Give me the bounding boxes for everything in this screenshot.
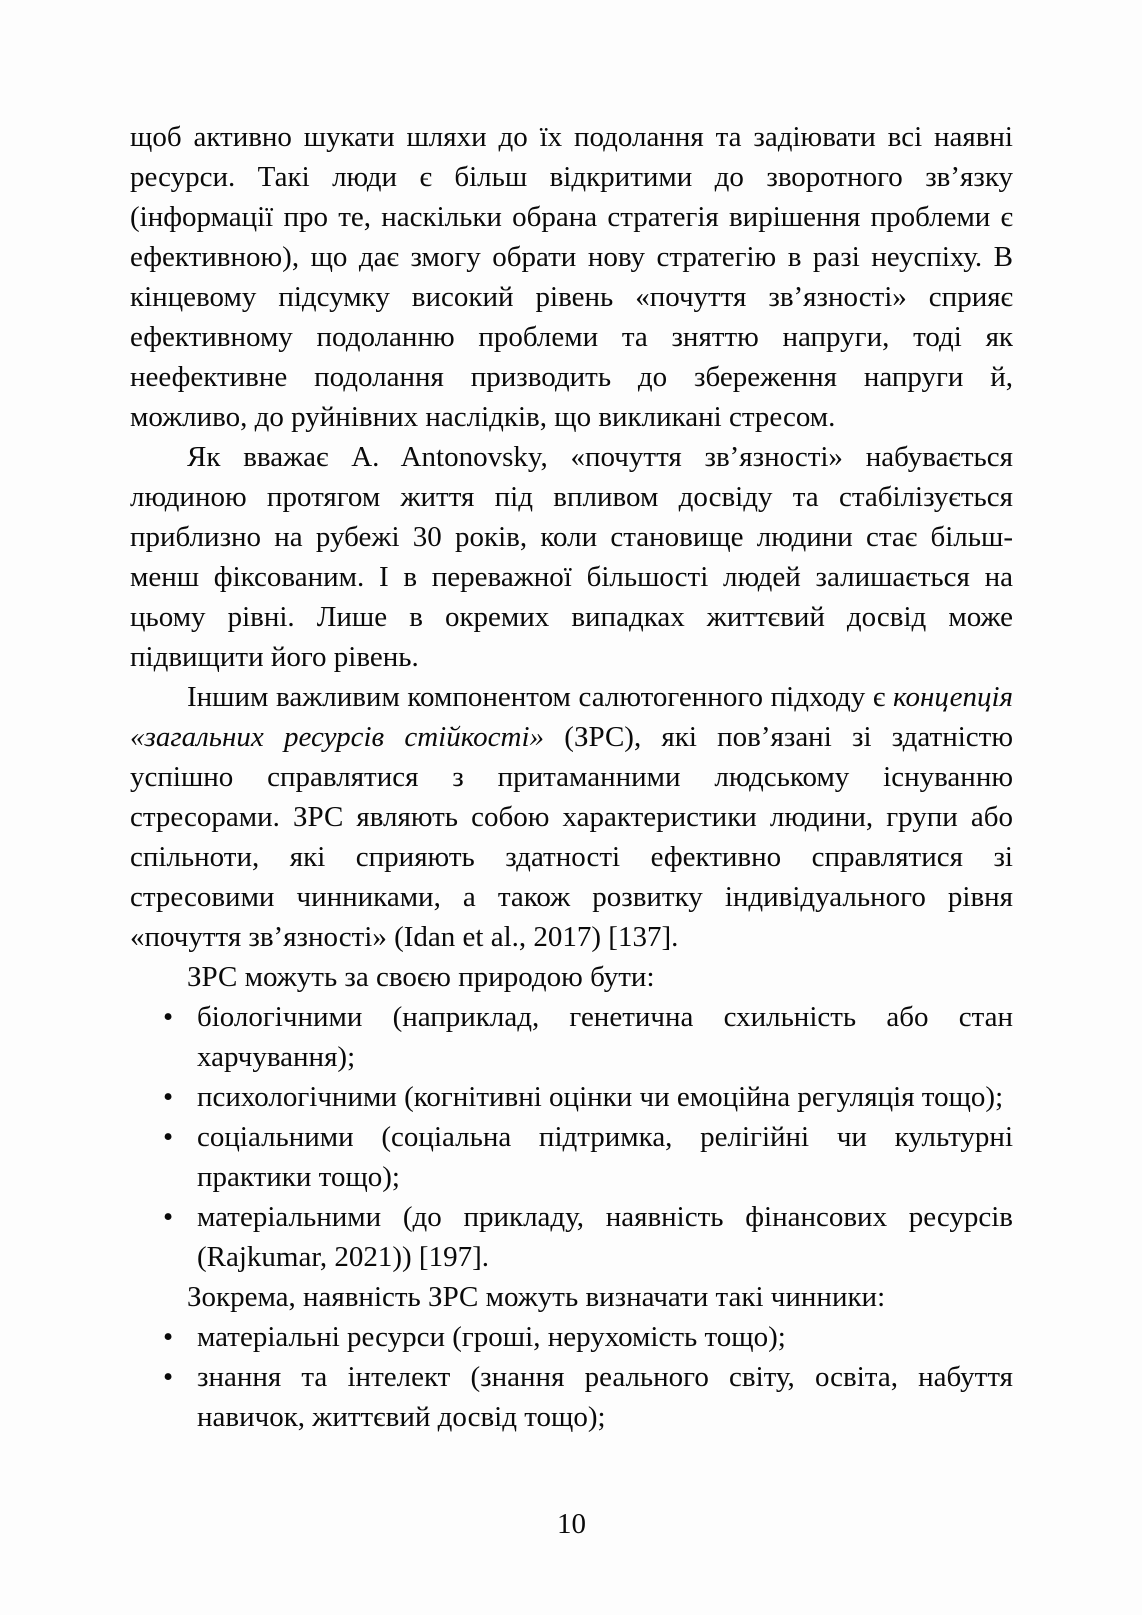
bullet-list-item-biological: [130, 997, 1013, 1077]
bullet-text: біологічними (наприклад, генетична схильність або стан харчування);: [197, 1001, 1013, 1073]
paragraph-grr-concept: [130, 677, 1013, 957]
bullet-list-item-knowledge: [130, 1357, 1013, 1437]
bullet-icon: •: [163, 1201, 174, 1233]
bullet-icon: •: [163, 1121, 174, 1153]
paragraph-antonovsky: Як вважає A. Antonovsky, «почуття зв’язності» набувається людиною протягом життя під впливом досвіду та стабілізується приблизно на рубежі 30 років, коли становище людини стає більш-менш фіксованим. І в переважної більшості людей залишається на цьому рівні. Лише в окремих випадках життєвий досвід може підвищити його рівень.: [130, 441, 1013, 673]
paragraph-text-pre: Іншим важливим компонентом салютогенного підходу є: [187, 681, 894, 713]
list-intro-nature: ЗРС можуть за своєю природою бути:: [187, 961, 655, 993]
bullet-list-item-material: [130, 1197, 1013, 1277]
bullet-text: матеріальні ресурси (гроші, нерухомість тощо);: [197, 1321, 786, 1353]
body-text: [130, 117, 1013, 1437]
bullet-icon: •: [163, 1001, 174, 1033]
bullet-list-item-social: [130, 1117, 1013, 1197]
bullet-text: матеріальними (до прикладу, наявність фінансових ресурсів (Rajkumar, 2021)) [197].: [197, 1201, 1013, 1273]
bullet-icon: •: [163, 1321, 174, 1353]
bullet-icon: •: [163, 1081, 174, 1113]
bullet-icon: •: [163, 1361, 174, 1393]
bullet-text: соціальними (соціальна підтримка, релігійні чи культурні практики тощо);: [197, 1121, 1013, 1193]
bullet-list-item-material-resources: [130, 1317, 1013, 1357]
italic-term-grr: концепція «загальних ресурсів стійкості»: [130, 681, 1013, 753]
bullet-text: психологічними (когнітивні оцінки чи емоційна регуляція тощо);: [197, 1081, 1004, 1113]
paragraph-text-post: (ЗРС), які пов’язані зі здатністю успішно справлятися з притаманними людському існуванню стресорами. ЗРС являють собою характеристики людини, групи або спільноти, які сприяють здатності ефективно справлятися зі стресовими чинниками, а також розвитку індивідуального рівня «почуття зв’язності» (Idan et al., 2017) [137].: [130, 721, 1013, 953]
page-number: 10: [557, 1508, 586, 1540]
bullet-list-item-psychological: [130, 1077, 1013, 1117]
paragraph-coping-resources: щоб активно шукати шляхи до їх подолання та задіювати всі наявні ресурси. Такі люди є більш відкритими до зворотного зв’язку (інформації про те, наскільки обрана стратегія вирішення проблеми є ефективною), що дає змогу обрати нову стратегію в разі неуспіху. В кінцевому підсумку високий рівень «почуття зв’язності» сприяє ефективному подоланню проблеми та зняттю напруги, тоді як неефективне подолання призводить до збереження напруги й, можливо, до руйнівних наслідків, що викликані стресом.: [130, 121, 1013, 433]
list-intro-factors: Зокрема, наявність ЗРС можуть визначати такі чинники:: [187, 1281, 886, 1313]
bullet-text: знання та інтелект (знання реального світу, освіта, набуття навичок, життєвий досвід тощо);: [197, 1361, 1013, 1433]
